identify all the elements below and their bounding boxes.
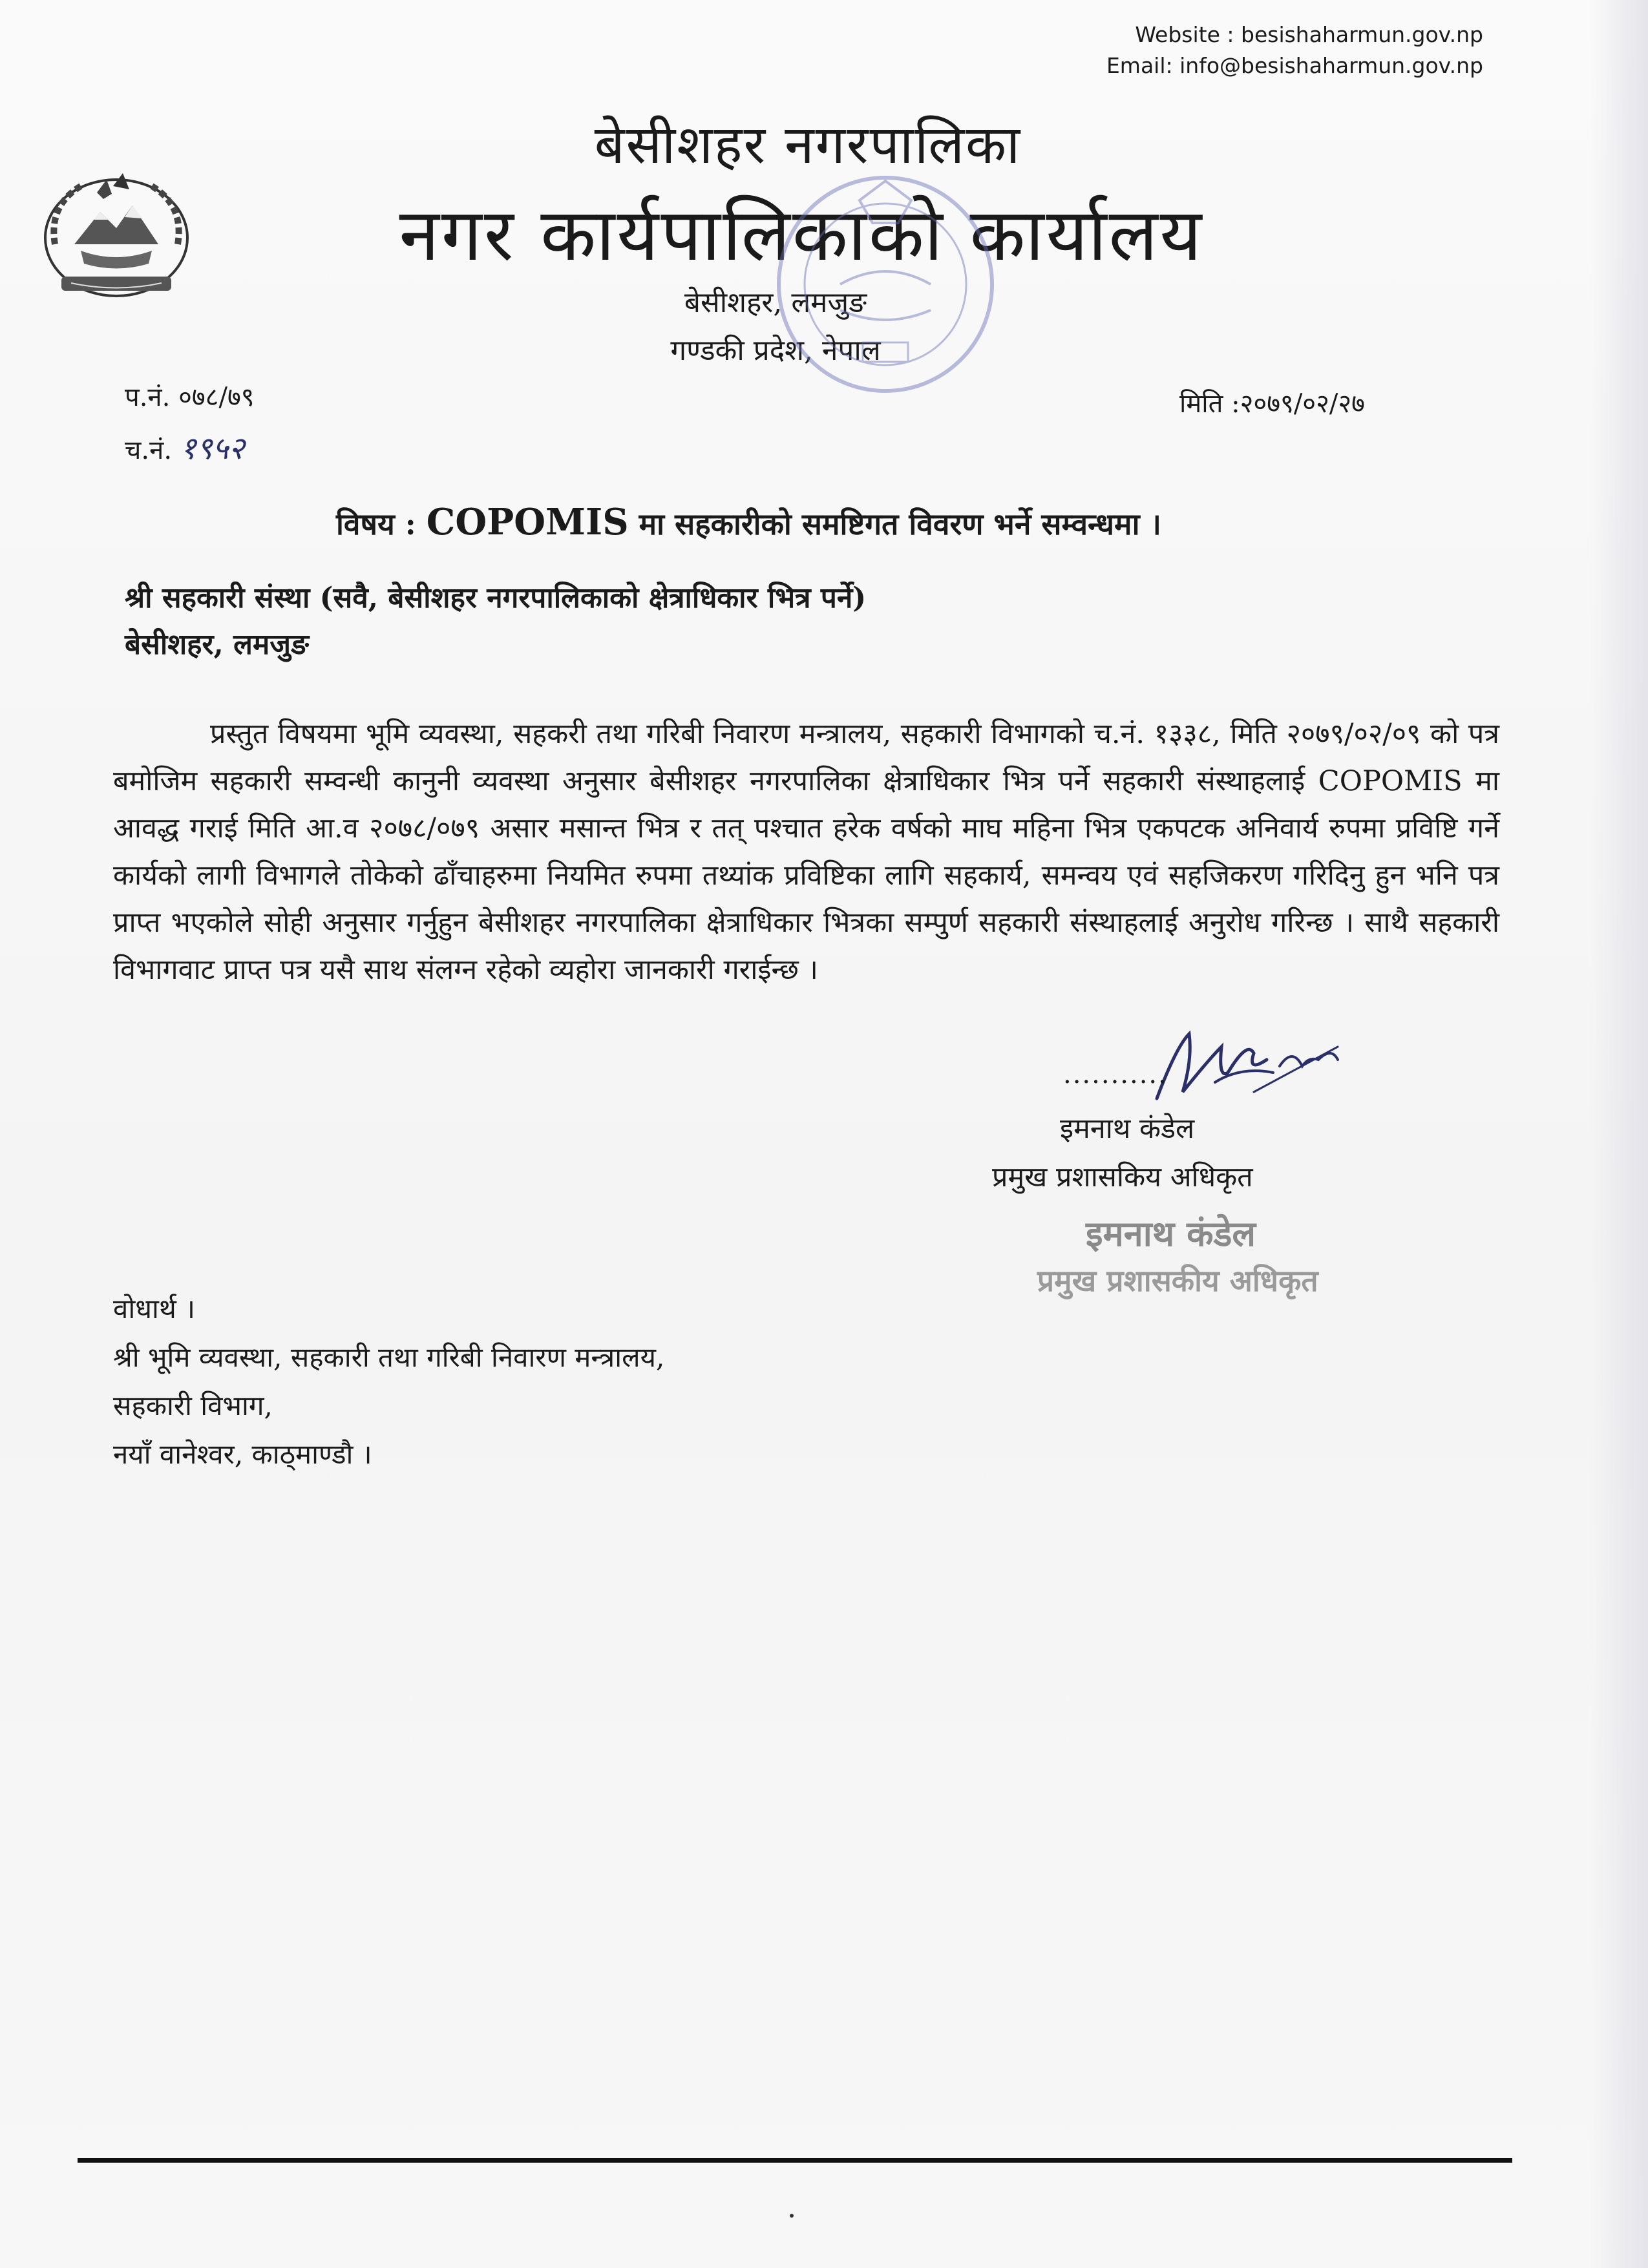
subject-rest: मा सहकारीको समष्टिगत विवरण भर्ने सम्वन्धमा । bbox=[639, 507, 1161, 541]
signatory-title: प्रमुख प्रशासकिय अधिकृत bbox=[992, 1161, 1253, 1193]
office-stamp bbox=[763, 162, 1008, 407]
subject-english: COPOMIS bbox=[426, 501, 629, 543]
address-line-2: गण्डकी प्रदेश, नेपाल bbox=[670, 334, 881, 367]
cc-block bbox=[113, 1285, 664, 1478]
cc-line-3: नयाँ वानेश्वर, काठ्माण्डौ । bbox=[113, 1438, 372, 1470]
chalani-number bbox=[125, 426, 245, 468]
signature-dots: ........... bbox=[1063, 1060, 1168, 1089]
office-name: नगर कार्यपालिकाको कार्यालय bbox=[399, 193, 1204, 277]
email-text: Email: info@besishaharmun.gov.np bbox=[1106, 53, 1483, 78]
nepal-emblem-icon bbox=[36, 167, 197, 302]
municipality-name: बेसीशहर नगरपालिका bbox=[594, 114, 1022, 176]
subject-line bbox=[336, 501, 1338, 543]
cc-line-1: श्री भूमि व्यवस्था, सहकारी तथा गरिबी निवारण मन्त्रालय, bbox=[113, 1341, 665, 1373]
cc-line-2: सहकारी विभाग, bbox=[113, 1390, 273, 1422]
footer-dot bbox=[790, 2214, 794, 2218]
chalani-label: च.नं. bbox=[125, 436, 173, 465]
recipient-line-2: बेसीशहर, लमजुङ bbox=[125, 628, 310, 661]
seal-name: इमनाथ कंडेल bbox=[1086, 1213, 1256, 1254]
website-text: Website : besishaharmun.gov.np bbox=[1135, 22, 1483, 47]
recipient-line-1: श्री सहकारी संस्था (सवै, बेसीशहर नगरपालिकाको क्षेत्राधिकार भित्र पर्ने) bbox=[125, 582, 867, 614]
letter-date: मिति :२०७९/०२/२७ bbox=[1179, 389, 1365, 419]
signatory-name: इमनाथ कंडेल bbox=[1060, 1113, 1195, 1145]
body-paragraph: प्रस्तुत विषयमा भूमि व्यवस्था, सहकरी तथा गरिबी निवारण मन्त्रालय, सहकारी विभागको च.नं. १३३८, मिति २०७९/०२/०९ को पत्र बमोजिम सहकारी सम्वन्धी कानुनी व्यवस्था अनुसार बेसीशहर नगरपालिका क्षेत्राधिकार भित्र पर्ने सहकारी संस्थाहलाई COPOMIS मा आवद्ध गराई मिति आ.व २०७८/०७९ असार मसान्त भित्र र तत् पश्चात हरेक वर्षको माघ महिना भित्र एकपटक अनिवार्य रुपमा प्रविष्टि गर्ने कार्यको लागी विभागले तोकेको ढाँचाहरुमा नियमित रुपमा तथ्यांक प्रविष्टिका लागि सहकार्य, समन्वय एवं सहजिकरण गरिदिनु हुन भनि पत्र प्राप्त भएकोले सोही अनुसार गर्नुहुन बेसीशहर नगरपालिका क्षेत्राधिकार भित्रका सम्पुर्ण सहकारी संस्थाहलाई अनुरोध गरिन्छ । साथै सहकारी विभागवाट प्राप्त पत्र यसै साथ संलग्न रहेको व्यहोरा जानकारी गराईन्छ । bbox=[113, 718, 1499, 986]
address-line-1: बेसीशहर, लमजुङ bbox=[684, 286, 867, 319]
recipient-block bbox=[125, 575, 866, 668]
cc-label: वोधार्थ । bbox=[113, 1293, 196, 1325]
seal-title: प्रमुख प्रशासकीय अधिकृत bbox=[1037, 1263, 1318, 1298]
contact-block bbox=[1106, 19, 1483, 81]
patra-sankhya: प.नं. ०७८/७९ bbox=[125, 383, 255, 412]
footer-rule bbox=[78, 2158, 1512, 2163]
chalani-handwritten: १९५२ bbox=[180, 430, 245, 467]
subject-prefix: विषय : bbox=[336, 507, 416, 541]
scan-edge-shadow bbox=[1590, 0, 1648, 2268]
